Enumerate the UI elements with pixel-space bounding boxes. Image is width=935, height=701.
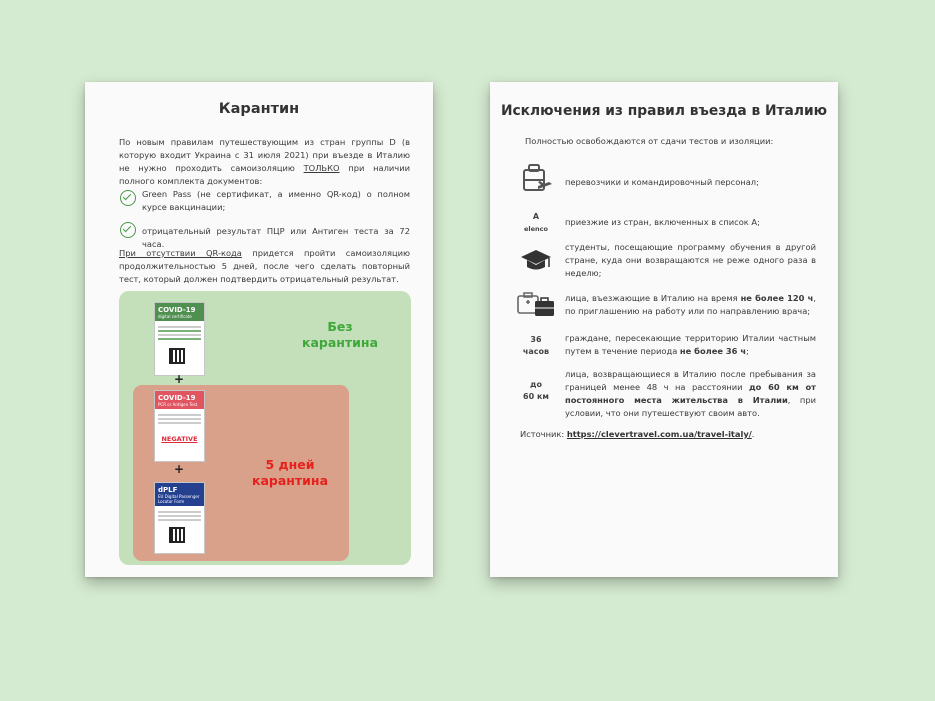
card-fields — [155, 506, 204, 526]
page-title: Карантин — [218, 101, 300, 117]
item-text: студенты, посещающие программу обучения в другой стране, куда они возвращаются не реже одного раза в неделю; — [565, 242, 816, 278]
quarantine-page — [85, 82, 433, 577]
item-text: перевозчики и командировочный персонал; — [565, 177, 759, 187]
list-item — [516, 289, 816, 323]
card-fields — [155, 321, 204, 345]
plus-sign: + — [174, 372, 185, 386]
no-quarantine-label: Без карантина — [301, 319, 378, 350]
source-link[interactable]: https://clevertravel.com.ua/travel-italy/ — [566, 429, 752, 439]
exceptions-page — [490, 82, 838, 577]
card-fields — [155, 409, 204, 429]
page-title: Исключения из правил въезда в Италию — [500, 103, 828, 119]
list-item — [516, 329, 816, 363]
dplf-card — [154, 482, 205, 554]
qr-code-icon — [169, 527, 185, 543]
list-item — [516, 210, 816, 240]
negative-result: NEGATIVE — [161, 435, 198, 443]
elenco-label: A elenco — [524, 212, 548, 233]
test-result-card — [154, 390, 205, 462]
item-text: лица, возвращающиеся в Италию после пребывания за границей менее 48 ч на расстоянии до 60 км от постоянного места жительства в Италии, при условии, что они путешествуют своим авто. — [565, 369, 817, 418]
item-text: лица, въезжающие в Италию на время не более 120 ч, по приглашению на работу или по направлению врача; — [565, 293, 816, 316]
60-km-label: до 60 км — [523, 380, 549, 401]
lead-text: Полностью освобождаются от сдачи тестов и изоляции: — [525, 136, 774, 146]
no-qr-paragraph: При отсутствии QR-кода придется пройти самоизоляцию продолжительностью 5 дней, после чего сделать повторный тест, который должен подтвердить отрицательный результат. — [119, 248, 410, 284]
list-item — [516, 241, 816, 283]
plus-sign: + — [174, 462, 185, 476]
source-line: Источник: https://clevertravel.com.ua/travel-italy/. — [520, 429, 755, 439]
work-medical-bags-icon — [516, 290, 556, 324]
quarantine-label: 5 дней карантина — [251, 457, 328, 488]
qr-code-icon — [169, 348, 185, 364]
checklist-item: отрицательный результат ПЦР или Антиген теста за 72 часа. — [142, 226, 410, 249]
card-header: COVID-19 digital certificate — [155, 303, 204, 321]
check-icon — [120, 190, 136, 206]
card-header: COVID-19 PCR or Antigen Test — [155, 391, 204, 409]
intro-paragraph: По новым правилам путешествующим из стран группы D (в которую входит Украина с 31 июля 2021) при въезде в Италию не нужно проходить самоизоляцию ТОЛЬКО при наличии полного комплекта документов: — [119, 137, 410, 186]
checklist-item: Green Pass (не сертификат, а именно QR-код) о полном курсе вакцинации; — [142, 189, 410, 212]
luggage-plane-icon — [516, 162, 556, 200]
green-pass-card — [154, 302, 205, 376]
36-hours-label: 36 часов — [522, 335, 550, 356]
item-text: граждане, пересекающие территорию Италии частным путем в течение периода не более 36 ч; — [565, 333, 816, 356]
check-icon — [120, 222, 136, 238]
graduation-cap-icon — [516, 248, 556, 278]
item-text: приезжие из стран, включенных в список А; — [565, 217, 760, 227]
card-header: dPLF EU Digital Passenger Locator Form — [155, 483, 204, 506]
list-item — [516, 367, 816, 417]
list-item — [516, 160, 816, 200]
